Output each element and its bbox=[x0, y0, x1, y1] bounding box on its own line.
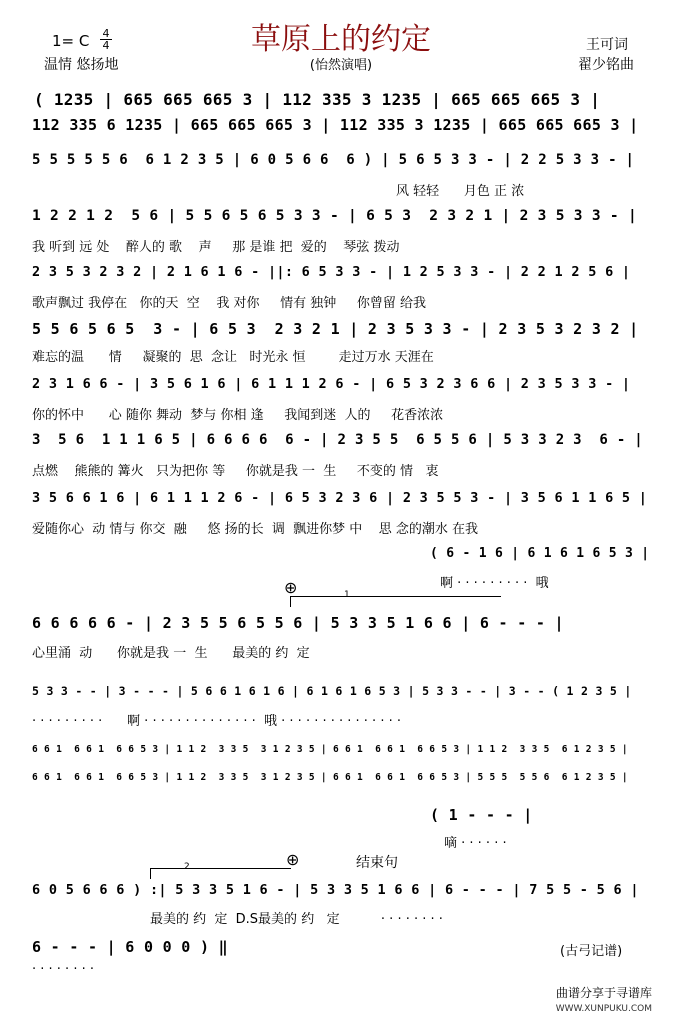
lyric-row-16: 最美的 约 定 D.S最美的 约 定 · · · · · · · · bbox=[150, 912, 443, 927]
lyric-row-9: 爱随你心 动 情与 你交 融 悠 扬的长 调 飘进你梦 中 思 念的潮水 在我 bbox=[32, 522, 479, 537]
lyric-row-4: 我 听到 远 处 醉人的 歌 声 那 是谁 把 爱的 琴弦 拨动 bbox=[32, 240, 400, 255]
lyric-row-8: 点燃 熊熊的 篝火 只为把你 等 你就是我 一 生 不变的 情 衷 bbox=[32, 464, 439, 479]
time-sig-top: 4 bbox=[102, 27, 110, 40]
score-row-15: ( 1 - - - | bbox=[430, 806, 533, 824]
score-row-11: 6 6 6 6 6 - | 2 3 5 5 6 5 5 6 | 5 3 3 5 1 6 6 | 6 - - - | bbox=[32, 614, 564, 632]
lyric-row-12: · · · · · · · · · 啊 · · · · · · · · · · · · · · 哦 · · · · · · · · · · · · · · · bbox=[32, 714, 401, 729]
score-row-14: 6 6 1 6 6 1 6 6 5 3 | 1 1 2 3 3 5 3 1 2 3 5 | 6 6 1 6 6 1 6 6 5 3 | 5 5 5 5 5 6 6 1 2 3 5 | bbox=[32, 772, 628, 783]
song-title: 草原上的约定 bbox=[251, 22, 431, 57]
time-signature bbox=[100, 28, 112, 51]
score-row-12: 5 3 3 - - | 3 - - - | 5 6 6 1 6 1 6 | 6 1 6 1 6 5 3 | 5 3 3 - - | 3 - - ( 1 2 3 5 | bbox=[32, 684, 632, 698]
singer: (怡然演唱) bbox=[309, 58, 373, 73]
lyric-row-15: 嘀 · · · · · · bbox=[444, 836, 507, 851]
score-row-7: 2 3 1 6 6 - | 3 5 6 1 6 | 6 1 1 1 2 6 - | 6 5 3 2 3 6 6 | 2 3 5 3 3 - | bbox=[32, 376, 631, 392]
site-footer bbox=[556, 986, 652, 1016]
lyric-row-5: 歌声飘过 我停在 你的天 空 我 对你 情有 独钟 你曾留 给我 bbox=[32, 296, 427, 311]
volta-number-2: 2 bbox=[184, 862, 190, 872]
composer: 翟少铭曲 bbox=[578, 57, 634, 73]
score-row-3: 5 5 5 5 5 6 6 1 2 3 5 | 6 0 5 6 6 6 ) | 5 6 5 3 3 - | 2 2 5 3 3 - | bbox=[32, 152, 635, 168]
score-row-10: ( 6 - 1 6 | 6 1 6 1 6 5 3 | bbox=[430, 546, 650, 561]
ending-label: 结束句 bbox=[356, 855, 398, 871]
coda-sign-1: ⊕ bbox=[284, 578, 298, 597]
volta-number-1: 1 bbox=[344, 590, 350, 600]
lyric-row-6: 难忘的温 情 凝聚的 思 念让 时光永 恒 走过万水 天涯在 bbox=[32, 350, 434, 365]
score-row-8: 3 5 6 1 1 1 6 5 | 6 6 6 6 6 - | 2 3 5 5 6 5 5 6 | 5 3 3 2 3 6 - | bbox=[32, 432, 644, 448]
lyric-row-7: 你的怀中 心 随你 舞动 梦与 你相 逢 我闻到迷 人的 花香浓浓 bbox=[32, 408, 444, 423]
volta-bracket-2 bbox=[150, 868, 291, 879]
footer-url: WWW.XUNPUKU.COM bbox=[555, 1004, 652, 1014]
score-row-16: 6 0 5 6 6 6 ) :| 5 3 3 5 1 6 - | 5 3 3 5 1 6 6 | 6 - - - | 7 5 5 - 5 6 | bbox=[32, 882, 639, 898]
footer-title: 曲谱分享于寻谱库 bbox=[555, 986, 652, 1000]
volta-bracket-1 bbox=[290, 596, 501, 607]
score-row-17: 6 - - - | 6 0 0 0 ) ‖ bbox=[32, 938, 228, 956]
score-row-2: 112 335 6 1235 | 665 665 665 3 | 112 335 3 1235 | 665 665 665 3 | bbox=[32, 116, 639, 134]
lyricist: 王可词 bbox=[586, 37, 628, 53]
score-row-13: 6 6 1 6 6 1 6 6 5 3 | 1 1 2 3 3 5 3 1 2 3 5 | 6 6 1 6 6 1 6 6 5 3 | 1 1 2 3 3 5 6 1 2 3 5 | bbox=[32, 744, 628, 755]
score-row-9: 3 5 6 6 1 6 | 6 1 1 1 2 6 - | 6 5 3 2 3 6 | 2 3 5 5 3 - | 3 5 6 1 1 6 5 | bbox=[32, 490, 648, 506]
lyric-row-17: · · · · · · · · bbox=[32, 962, 94, 977]
lyric-row-3: 风 轻轻 月色 正 浓 bbox=[396, 184, 525, 199]
key-signature: 1= C bbox=[52, 32, 90, 50]
performance-style: 温情 悠扬地 bbox=[44, 57, 119, 73]
time-sig-bottom: 4 bbox=[102, 39, 110, 52]
lyric-row-10: 啊 · · · · · · · · · 哦 bbox=[440, 576, 549, 591]
score-row-5: 2 3 5 3 2 3 2 | 2 1 6 1 6 - ||: 6 5 3 3 - | 1 2 5 3 3 - | 2 2 1 2 5 6 | bbox=[32, 264, 631, 280]
transcriber-credit: (古弓记谱) bbox=[560, 944, 623, 959]
score-row-4: 1 2 2 1 2 5 6 | 5 5 6 5 6 5 3 3 - | 6 5 3 2 3 2 1 | 2 3 5 3 3 - | bbox=[32, 208, 637, 224]
score-row-6: 5 5 6 5 6 5 3 - | 6 5 3 2 3 2 1 | 2 3 5 3 3 - | 2 3 5 3 2 3 2 | bbox=[32, 320, 639, 338]
lyric-row-11: 心里涌 动 你就是我 一 生 最美的 约 定 bbox=[32, 646, 310, 661]
score-row-1: ( 1235 | 665 665 665 3 | 112 335 3 1235 | 665 665 665 3 | bbox=[34, 90, 601, 109]
coda-sign-2: ⊕ bbox=[286, 850, 300, 869]
